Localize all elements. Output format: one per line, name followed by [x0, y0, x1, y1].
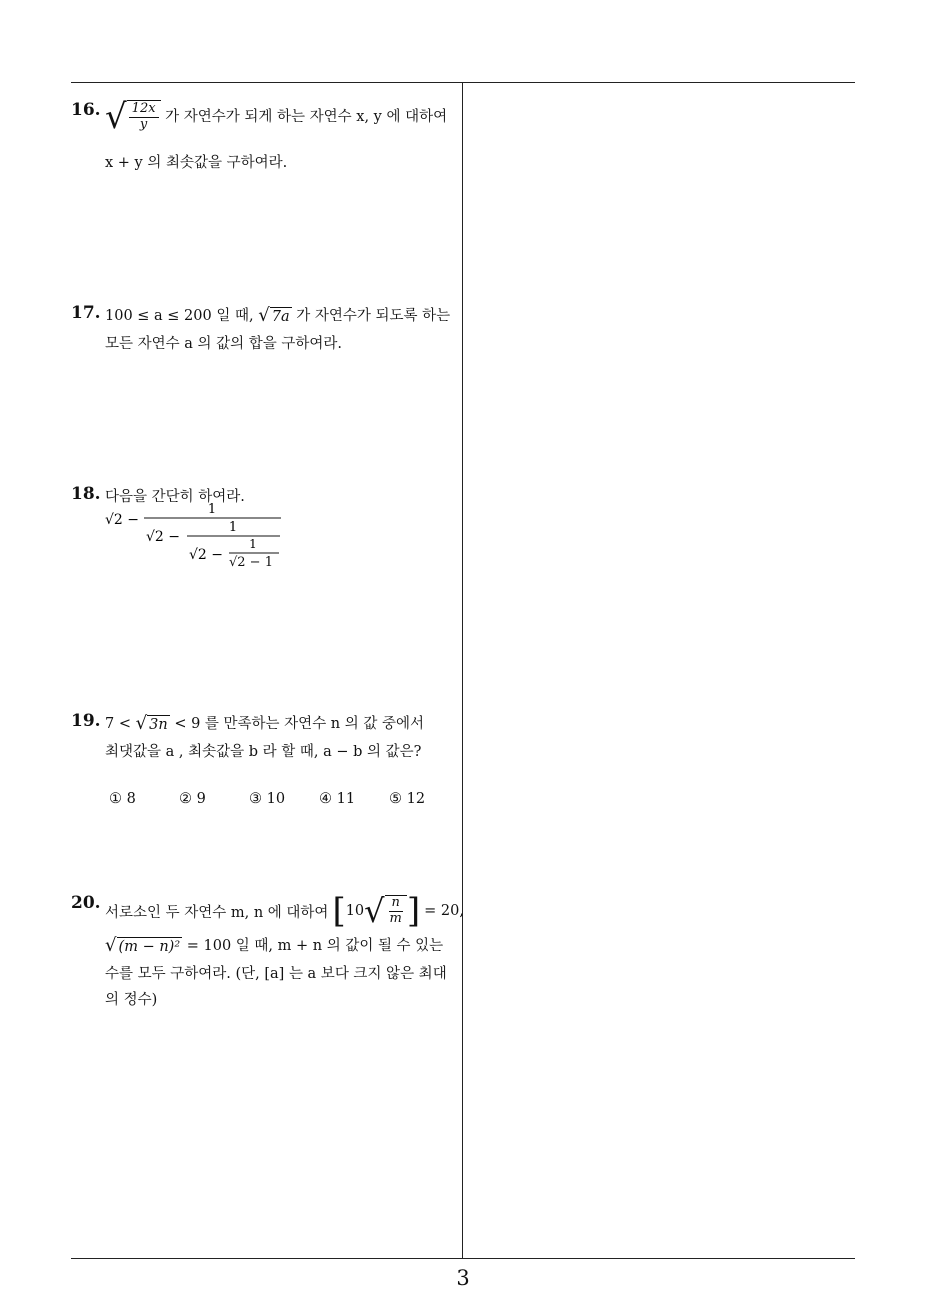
problem-text: < 9 를 만족하는 자연수 n 의 값 중에서 — [174, 716, 425, 732]
top-rule — [71, 82, 855, 83]
problem-text: x + y 의 최솟값을 구하여라. — [105, 155, 288, 171]
problem-line — [105, 97, 448, 137]
problem-text: = 100 일 때, m + n 의 값이 될 수 있는 — [186, 938, 444, 954]
problem-line — [105, 934, 443, 955]
choice-1[interactable]: ① 8 — [109, 791, 136, 807]
problem-number: 16. — [71, 100, 101, 120]
bottom-rule — [71, 1258, 855, 1259]
column-divider — [462, 82, 463, 1258]
problem-text: 모든 자연수 a 의 값의 합을 구하여라. — [105, 336, 343, 352]
expr-part-d: √2 − 1 — [229, 555, 273, 570]
problem-text: 수를 모두 구하여라. (단, [a] 는 a 보다 크지 않은 최대 — [105, 966, 447, 982]
choice-2[interactable]: ② 9 — [179, 791, 206, 807]
problem-line — [105, 890, 464, 932]
choice-3[interactable]: ③ 10 — [249, 791, 286, 807]
radicand: (m − n)² — [118, 938, 181, 955]
problem-text: 최댓값을 a , 최솟값을 b 라 할 때, a − b 의 값은? — [105, 744, 422, 760]
problem-text: = 20, — [424, 903, 464, 919]
radicand: 7a — [271, 308, 290, 325]
condition-text: 100 ≤ a ≤ 200 일 때, — [105, 308, 254, 324]
expr-part-b: √2 − — [146, 529, 181, 545]
sqrt-expression: √ 3n — [135, 712, 168, 734]
problem-text: 가 자연수가 되게 하는 자연수 x, y 에 대하여 — [165, 109, 448, 125]
problem-number: 18. — [71, 484, 101, 504]
floor-bracket-expression: [ 10 √ $\frac{n}{m}$ ] — [332, 891, 421, 931]
coefficient: 10 — [345, 903, 365, 919]
fraction-denominator: y — [139, 117, 148, 132]
fraction-denominator: m — [389, 911, 402, 926]
fraction-numerator: 12x — [129, 102, 159, 118]
problem-number: 19. — [71, 711, 101, 731]
fraction-numerator: n — [389, 896, 403, 912]
numerator-1: 1 — [207, 502, 217, 517]
sqrt-expression: √ 7a — [258, 304, 290, 326]
sqrt-expression: √ (m − n)² — [105, 934, 181, 956]
numerator-3: 1 — [249, 537, 257, 551]
sqrt-expression: √ $\frac{n}{m}$ — [364, 895, 407, 927]
numerator-2: 1 — [228, 520, 238, 535]
answer-choices — [109, 791, 459, 807]
sqrt-expression: √ $\frac{12x}{y}$ — [105, 100, 161, 134]
problem-number: 20. — [71, 893, 101, 913]
choice-4[interactable]: ④ 11 — [319, 791, 356, 807]
problem-text: 의 정수) — [105, 992, 158, 1008]
expr-part-a: √2 − — [105, 512, 140, 528]
problem-line — [105, 712, 424, 733]
page-number: 3 — [456, 1266, 470, 1290]
choice-5[interactable]: ⑤ 12 — [389, 791, 426, 807]
problem-text: 서로소인 두 자연수 m, n 에 대하여 — [105, 904, 329, 921]
problem-line — [105, 304, 450, 325]
inequality-left: 7 < — [105, 716, 131, 732]
radicand: 3n — [149, 716, 168, 733]
problem-number: 17. — [71, 303, 101, 323]
problem-text: 가 자연수가 되도록 하는 — [296, 308, 451, 324]
expr-part-c: √2 − — [189, 547, 224, 563]
problem-text: 다음을 간단히 하여라. — [105, 489, 245, 505]
